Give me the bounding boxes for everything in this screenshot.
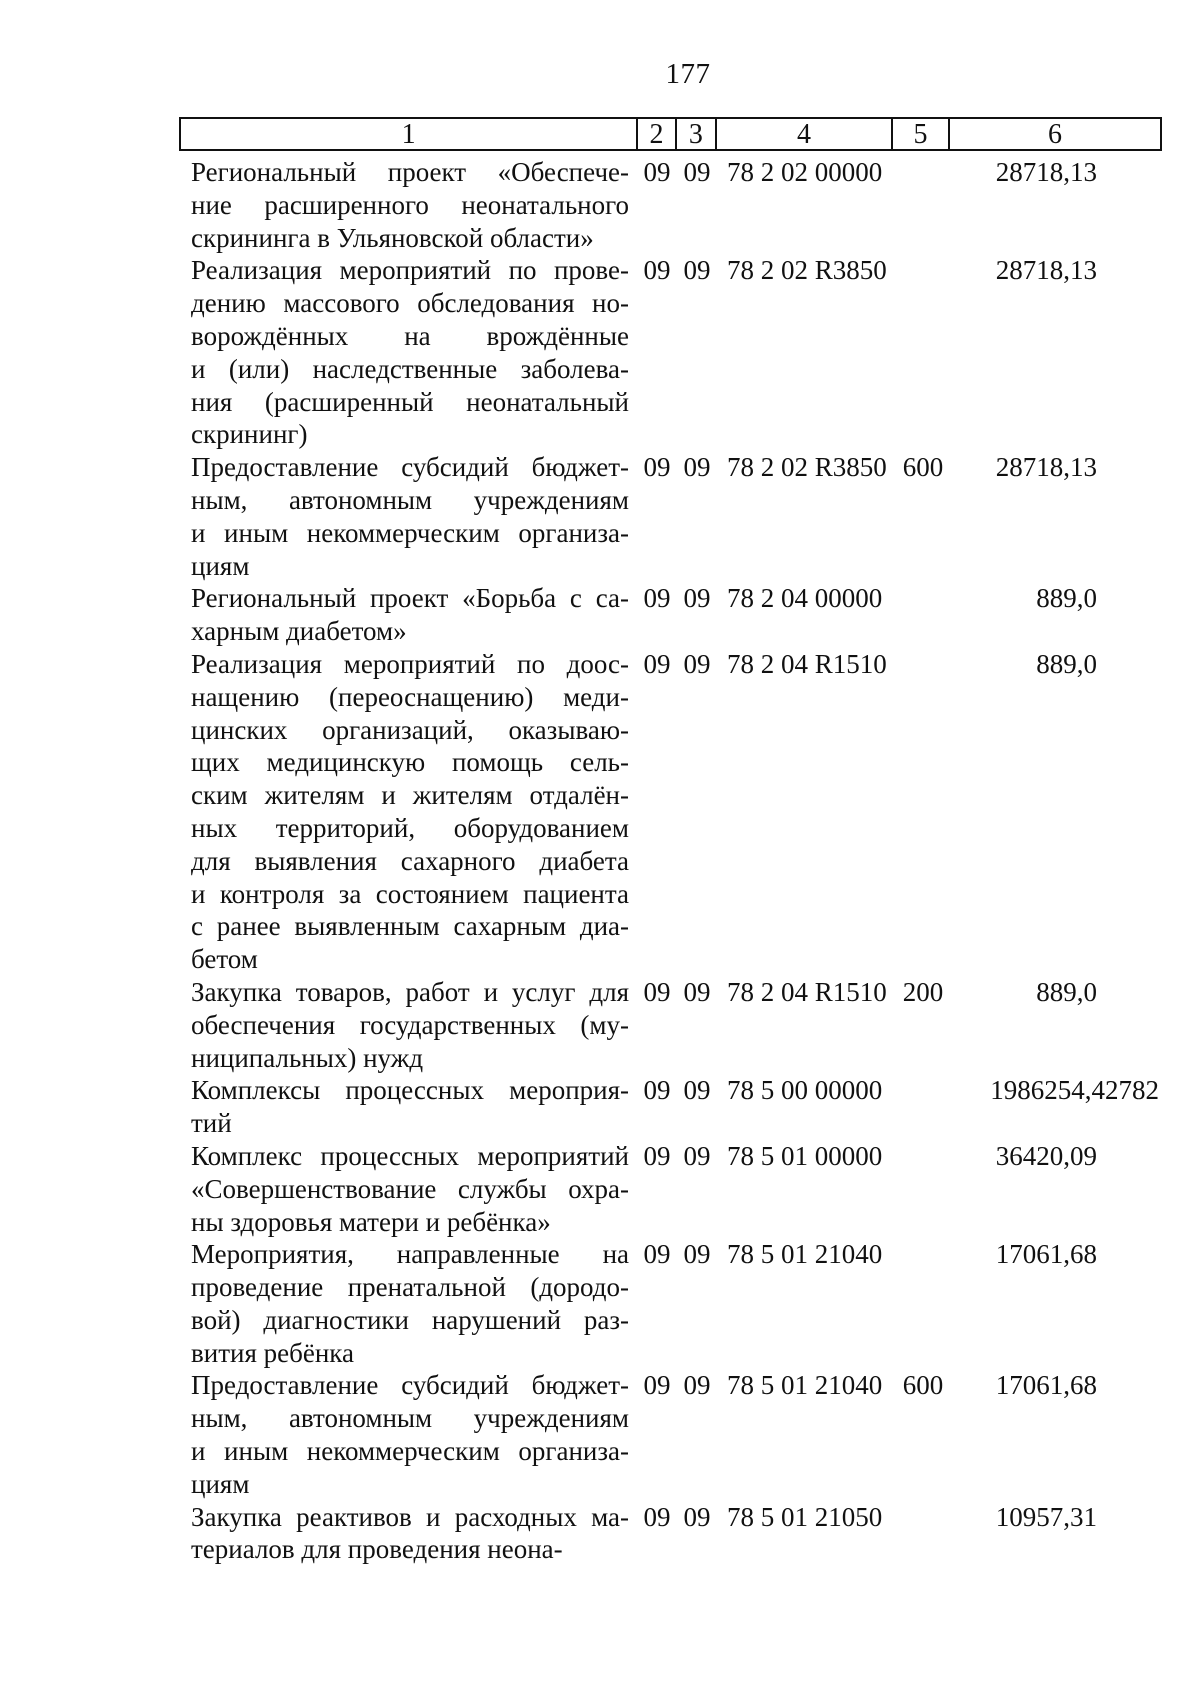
row-subsection-code: 09 <box>683 1239 711 1270</box>
row-name-line: и (или) наследственные заболева- <box>191 353 629 384</box>
row-target-article: 78 5 01 00000 <box>727 1140 883 1171</box>
row-name-line: бетом <box>191 944 258 975</box>
table-body <box>179 156 1179 1566</box>
row-target-article: 78 5 00 00000 <box>727 1075 883 1106</box>
table-row <box>179 976 1179 1074</box>
header-col-5: 5 <box>893 119 950 149</box>
row-section-code: 09 <box>643 157 671 187</box>
row-target-article: 78 5 01 21040 <box>727 1239 883 1270</box>
row-section-code: 09 <box>643 1140 671 1171</box>
row-subsection-code: 09 <box>683 583 711 614</box>
row-name-line: Региональный проект «Борьба с са- <box>191 583 629 614</box>
row-name-line: с ранее выявленным сахарным диа- <box>191 911 629 942</box>
row-name-line: вития ребёнка <box>191 1337 354 1368</box>
table-row <box>179 582 1179 648</box>
row-name-line: ворождённых на врождённые <box>191 320 629 351</box>
row-name-line: териалов для проведения неона- <box>191 1534 563 1565</box>
row-name-line: циям <box>191 1468 250 1499</box>
row-target-article: 78 2 04 00000 <box>727 583 883 614</box>
row-target-article: 78 2 02 00000 <box>727 157 883 187</box>
header-col-2: 2 <box>638 119 677 149</box>
table-row <box>179 1369 1179 1500</box>
table-row <box>179 1074 1179 1140</box>
row-name <box>179 648 637 976</box>
row-name <box>179 1238 637 1369</box>
row-name-line: Закупка товаров, работ и услуг для <box>191 976 629 1007</box>
row-name-line: ния (расширенный неонатальный <box>191 386 629 417</box>
row-subsection-code: 09 <box>683 452 711 483</box>
row-name-line: Комплексы процессных мероприя- <box>191 1075 629 1106</box>
header-col-1: 1 <box>181 119 638 149</box>
header-col-3: 3 <box>677 119 717 149</box>
row-amount: 1986254,42782 <box>990 1075 1159 1106</box>
row-name-line: ским жителям и жителям отдалён- <box>191 780 629 811</box>
row-name <box>179 1074 637 1140</box>
row-subsection-code: 09 <box>683 1501 711 1532</box>
row-name-line: Предоставление субсидий бюджет- <box>191 452 629 483</box>
row-amount: 28718,13 <box>995 452 1097 483</box>
row-name-line: обеспечения государственных (му- <box>191 1009 629 1040</box>
row-name-line: и иным некоммерческим организа- <box>191 1436 629 1467</box>
row-name-line: скрининга в Ульяновской области» <box>191 222 594 253</box>
row-name <box>179 156 637 254</box>
row-section-code: 09 <box>643 1501 671 1532</box>
row-target-article: 78 5 01 21050 <box>727 1501 883 1532</box>
row-expense-type: 200 <box>902 976 944 1007</box>
row-name <box>179 976 637 1074</box>
row-amount: 10957,31 <box>995 1501 1097 1532</box>
row-target-article: 78 2 02 R3850 <box>727 452 887 483</box>
row-expense-type: 600 <box>902 1370 944 1401</box>
row-amount: 17061,68 <box>995 1370 1097 1401</box>
table-row <box>179 1140 1179 1238</box>
row-target-article: 78 2 02 R3850 <box>727 255 887 286</box>
row-name-line: дению массового обследования но- <box>191 288 629 319</box>
row-section-code: 09 <box>643 1370 671 1401</box>
row-subsection-code: 09 <box>683 648 711 679</box>
row-amount: 17061,68 <box>995 1239 1097 1270</box>
row-subsection-code: 09 <box>683 255 711 286</box>
row-name-line: проведение пренатальной (дородо- <box>191 1272 629 1303</box>
row-target-article: 78 2 04 R1510 <box>727 648 887 679</box>
row-name-line: ным, автономным учреждениям <box>191 484 629 515</box>
row-name <box>179 1501 637 1567</box>
table-row <box>179 1238 1179 1369</box>
row-name-line: Комплекс процессных мероприятий <box>191 1140 629 1171</box>
row-name-line: Закупка реактивов и расходных ма- <box>191 1501 629 1532</box>
row-section-code: 09 <box>643 255 671 286</box>
row-subsection-code: 09 <box>683 157 711 187</box>
row-name-line: циям <box>191 550 250 581</box>
row-amount: 889,0 <box>1036 583 1097 614</box>
row-amount: 28718,13 <box>995 157 1097 187</box>
table-row <box>179 648 1179 976</box>
page-number: 177 <box>665 58 711 90</box>
row-name-line: ных территорий, оборудованием <box>191 812 629 843</box>
row-name-line: ны здоровья матери и ребёнка» <box>191 1206 551 1237</box>
row-name <box>179 1140 637 1238</box>
row-name-line: ным, автономным учреждениям <box>191 1403 629 1434</box>
row-name-line: нащению (переоснащению) меди- <box>191 681 629 712</box>
row-name-line: тий <box>191 1108 232 1139</box>
row-name-line: для выявления сахарного диабета <box>191 845 629 876</box>
row-target-article: 78 5 01 21040 <box>727 1370 883 1401</box>
row-name-line: вой) диагностики нарушений раз- <box>191 1304 629 1335</box>
row-name-line: цинских организаций, оказываю- <box>191 714 629 745</box>
row-name <box>179 1369 637 1500</box>
row-amount: 889,0 <box>1036 648 1097 679</box>
table-header-row <box>179 117 1162 151</box>
header-col-4: 4 <box>717 119 893 149</box>
row-section-code: 09 <box>643 1075 671 1106</box>
row-name-line: ниципальных) нужд <box>191 1042 424 1073</box>
row-subsection-code: 09 <box>683 1370 711 1401</box>
row-amount: 889,0 <box>1036 976 1097 1007</box>
row-name-line: и контроля за состоянием пациента <box>191 878 629 909</box>
row-subsection-code: 09 <box>683 976 711 1007</box>
row-name <box>179 451 637 582</box>
row-name-line: Реализация мероприятий по прове- <box>191 255 629 286</box>
row-name-line: скрининг) <box>191 419 308 450</box>
table-row <box>179 1501 1179 1567</box>
row-target-article: 78 2 04 R1510 <box>727 976 887 1007</box>
row-name-line: щих медицинскую помощь сель- <box>191 747 629 778</box>
row-subsection-code: 09 <box>683 1075 711 1106</box>
row-name-line: ние расширенного неонатального <box>191 189 629 220</box>
row-section-code: 09 <box>643 583 671 614</box>
header-col-6: 6 <box>1047 119 1062 150</box>
row-name-line: и иным некоммерческим организа- <box>191 517 629 548</box>
row-section-code: 09 <box>643 452 671 483</box>
row-name-line: Предоставление субсидий бюджет- <box>191 1370 629 1401</box>
row-name-line: Региональный проект «Обеспече- <box>191 157 629 187</box>
table-row <box>179 156 1179 254</box>
row-name-line: харным диабетом» <box>191 616 407 647</box>
row-name-line: «Совершенствование службы охра- <box>191 1173 629 1204</box>
row-section-code: 09 <box>643 648 671 679</box>
row-name <box>179 582 637 648</box>
row-expense-type: 600 <box>902 452 944 483</box>
row-subsection-code: 09 <box>683 1140 711 1171</box>
row-name <box>179 254 637 451</box>
row-section-code: 09 <box>643 1239 671 1270</box>
table-row <box>179 254 1179 451</box>
row-amount: 36420,09 <box>995 1140 1097 1171</box>
row-name-line: Реализация мероприятий по доос- <box>191 648 629 679</box>
row-name-line: Мероприятия, направленные на <box>191 1239 629 1270</box>
row-amount: 28718,13 <box>995 255 1097 286</box>
row-section-code: 09 <box>643 976 671 1007</box>
table-row <box>179 451 1179 582</box>
